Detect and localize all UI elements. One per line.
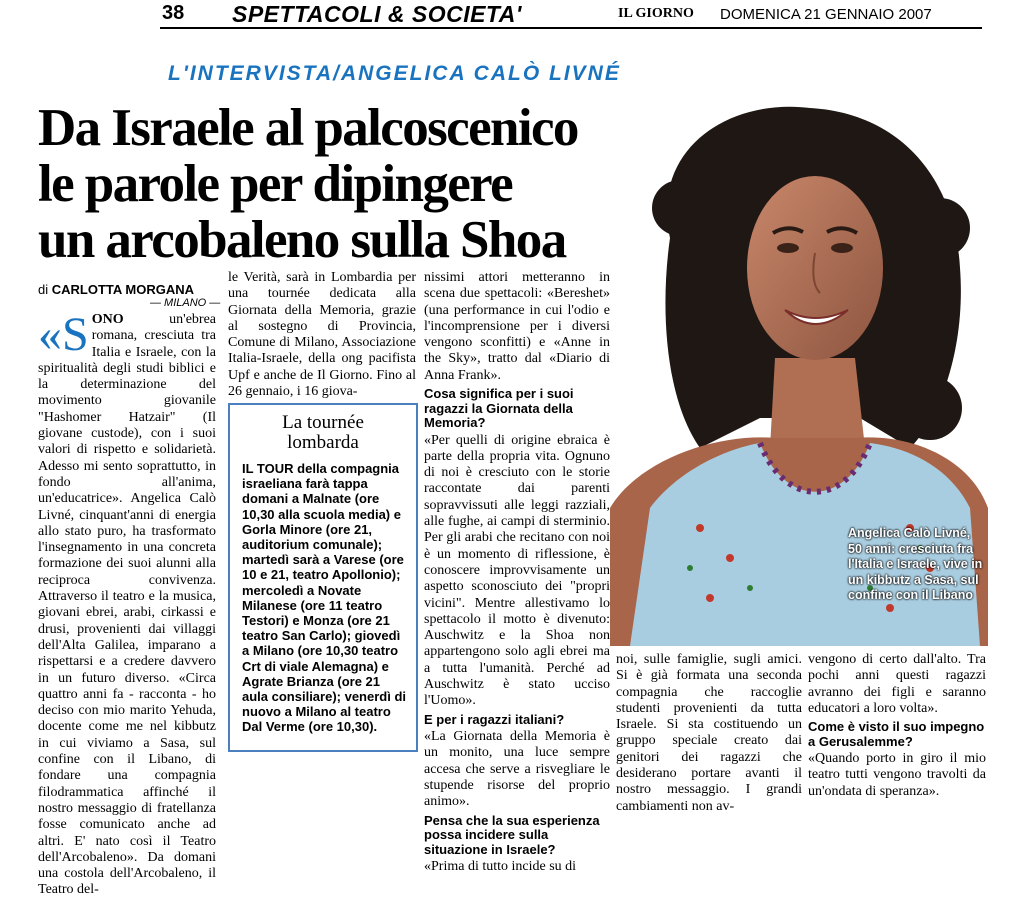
author-name: CARLOTTA MORGANA — [51, 282, 195, 297]
tour-box-title-line-2: lombarda — [287, 432, 359, 453]
header-rule — [160, 27, 982, 29]
question-2: E per i ragazzi italiani? — [424, 711, 565, 727]
column-3-paragraph-4: «Prima di tutto incide su di — [424, 859, 577, 875]
question-3: Pensa che la sua esperienza possa incidere sulla situazione in Israele? — [424, 812, 600, 857]
tour-box — [228, 403, 418, 752]
tour-box-title — [230, 413, 416, 453]
article-column-5 — [808, 652, 986, 799]
section-title: SPETTACOLI & SOCIETA' — [232, 1, 522, 27]
column-3-paragraph-3: «La Giornata della Memoria è un monito, una luce sempre accesa che serve a risvegliare le stupende risorse del proprio animo». — [424, 729, 610, 810]
column-3-paragraph-2: «Per quelli di origine ebraica è parte della propria vita. Ognuno di noi è cresciuto con le storie raccontate dai parenti sopravvissuti alle leggi razziali, alle fughe, ai campi di sterminio. Per gli arabi che recitano con noi è un momento di riflessione, è conoscere improvvisamente un aspetto sconosciuto dei "propri vicini". Mentre allestivamo lo spettacolo il motto è divenuto: Auschwitz e la Shoa non appartengono solo agli ebrei ma a tutta l'umanità. Perché ad Auschwitz è stato ucciso l'Uomo». — [424, 432, 610, 709]
dateline: — MILANO — — [150, 297, 221, 309]
article-column-4 — [616, 652, 802, 814]
article-column-3 — [424, 270, 610, 875]
tour-box-body — [242, 461, 408, 735]
article-column-2 — [228, 270, 416, 400]
headline-line-3: un arcobaleno sulla Shoa — [38, 211, 566, 269]
column-3-paragraph-1: nissimi attori metteranno in scena due spettacoli: «Bereshet» (una performance in cui l'odio e l'incomprensione per i diversi vengono sconfitti) e «Anne in the Sky», tratto dal «Diario di Anna Frank». — [424, 270, 610, 383]
tour-box-title-line-1: La tournée — [282, 412, 364, 433]
newspaper-name: IL GIORNO — [618, 6, 694, 21]
question-1: Cosa significa per i suoi ragazzi la Giornata della Memoria? — [424, 386, 574, 431]
tour-box-lead: IL TOUR — [242, 461, 294, 476]
question-4: Come è visto il suo impegno a Gerusalemme? — [808, 719, 985, 749]
lead-word: ONO — [91, 312, 124, 327]
article-kicker: L'INTERVISTA/ANGELICA CALÒ LIVNÉ — [168, 62, 621, 85]
headline-line-2: le parole per dipingere — [38, 155, 513, 213]
column-4-text: noi, sulle famiglie, sugli amici. Si è già formata una seconda compagnia che raccoglie studenti provenienti da tutta Israele. Si sta costituendo un gruppo speciale creato dai genitori dei ragazzi che desiderano portare avanti il nostro messaggio. I grandi cambiamenti non av- — [616, 652, 802, 814]
byline-prefix: di — [38, 282, 49, 297]
column-2-text: le Verità, sarà in Lombardia per una tournée dedicata alla Giornata della Memoria, grazie al sostegno di Provincia, Comune di Milano, Associazione Italia-Israele, della ong pacifista Upf e anche de Il Giorno. Fino al 26 gennaio, i 16 giova- — [228, 270, 416, 400]
photo-caption: Angelica Calò Livné, 50 anni: cresciuta fra l'Italia e Israele, vive in un kibbutz a Sasa, sul confine con il Libano — [848, 526, 983, 602]
page-number: 38 — [162, 2, 185, 24]
article-column-1 — [38, 308, 216, 898]
drop-quote: «S — [38, 308, 89, 361]
headline-line-1: Da Israele al palcoscenico — [38, 99, 578, 157]
byline — [38, 282, 194, 297]
issue-date: DOMENICA 21 GENNAIO 2007 — [720, 6, 932, 23]
column-5-paragraph-2: «Quando porto in giro il mio teatro tutti vengono travolti da un'ondata di speranza». — [808, 751, 986, 799]
column-1-text: un'ebrea romana, cresciuta tra Italia e Israele, con la spiritualità degli studi biblici e la determinazione del movimento giovanile "Hashomer Hatzair" (Il giovane custode), con i suoi valori di rispetto e solidarietà. Adesso mi sento soprattutto, in fondo all'anima, un'educatrice». Angelica Calò Livné, cinquant'anni di energia allo stato puro, ha trasformato l'insegnamento in una concreta formazione dei suoi alunni alla reciproca convivenza. Attraverso il teatro e la musica, giovani ebrei, arabi, cirkassi e drusi, provenienti dai villaggi dell'Alta Galilea, imparano a rispettarsi e a credere davvero in un futuro diverso. «Circa quattro anni fa - racconta - ho deciso con mio marito Yehuda, docente come me nel kibbutz in cui viviamo a Sasa, sul confine con il Libano, di fondare una compagnia filodrammatica affinché il nostro messaggio di fratellanza fosse comunicato anche ad altri. E' nato così il Teatro dell'Arcobaleno». Da domani una costola dell'Arcobaleno, il Teatro del- — [38, 312, 216, 898]
tour-box-text: della compagnia israeliana farà tappa domani a Malnate (ore 10,30 alla scuola media) e Gorla Minore (ore 21, auditorium comunale); martedì sarà a Varese (ore 10 e 21, teatro Apollonio); mercoledì a Novate Milanese (ore 11 teatro Testori) e Monza (ore 21 teatro San Carlo); giovedì a Milano (ore 10,30 teatro Crt di viale Alemagna) e Agrate Brianza (ore 21 aula consiliare); venerdì di nuovo a Milano al teatro Dal Verme (ore 10,30). — [242, 461, 406, 735]
column-5-paragraph-1: vengono di certo dall'alto. Tra pochi anni questi ragazzi avranno dei figli e saranno educatori a loro volta». — [808, 652, 986, 716]
